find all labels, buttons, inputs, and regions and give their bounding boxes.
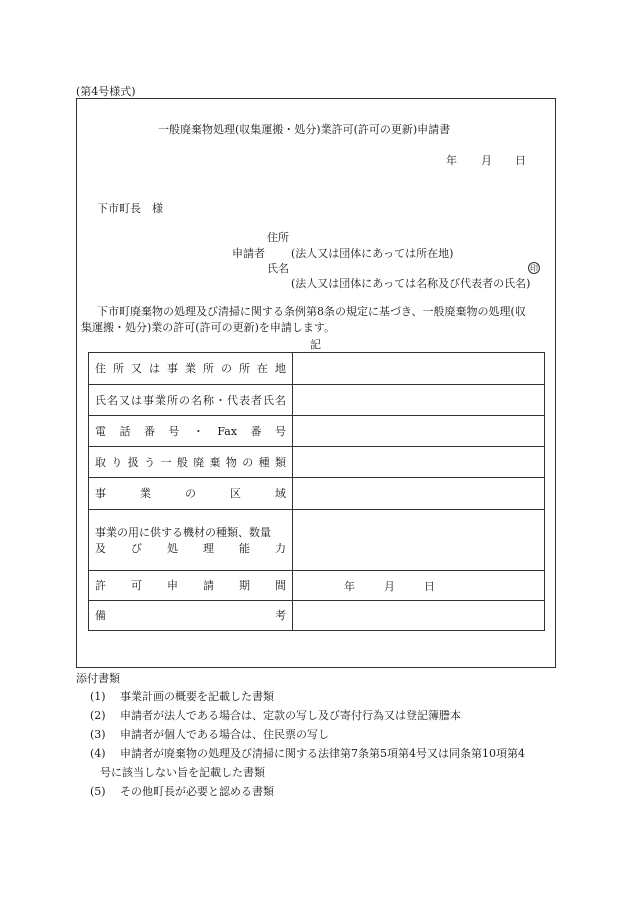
attachment-text-cont: 号に該当しない旨を記載した書類 <box>100 766 265 779</box>
row-label-equipment-line2: 及び処理能力 <box>95 541 286 555</box>
attachment-text: 申請者が廃棄物の処理及び清掃に関する法律第7条第5項第4号又は同条第10項第4 <box>120 747 525 760</box>
applicant-name-label: 氏名 <box>267 262 289 275</box>
table-row <box>89 601 545 631</box>
period-month: 月 <box>384 580 395 593</box>
table-row <box>89 353 545 385</box>
body-text-line1: 下市町廃棄物の処理及び清掃に関する条例第8条の規定に基づき、一般廃棄物の処理(収 <box>97 305 526 318</box>
body-text-line2: 集運搬・処分)業の許可(許可の更新)を申請します。 <box>81 321 335 334</box>
row-label-remarks: 備考 <box>89 601 293 631</box>
attachment-text: 申請者が個人である場合は、住民票の写し <box>120 728 329 741</box>
row-label-permit-period: 許可申請期間 <box>89 571 293 601</box>
application-table <box>88 352 545 631</box>
seal-icon: 印 <box>530 264 538 273</box>
row-value-business-area[interactable] <box>293 478 545 510</box>
table-row <box>89 385 545 416</box>
form-title: 一般廃棄物処理(収集運搬・処分)業許可(許可の更新)申請書 <box>158 123 451 136</box>
table-row <box>89 447 545 478</box>
row-label-address: 住所又は事業所の所在地 <box>89 353 293 385</box>
applicant-address-label: 住所 <box>267 231 289 244</box>
addressee: 下市町長 様 <box>97 202 163 215</box>
row-label-equipment <box>89 510 293 571</box>
attachment-text: 事業計画の概要を記載した書類 <box>120 690 274 703</box>
row-label-phone-fax: 電話番号・Fax番号 <box>89 416 293 447</box>
row-value-phone-fax[interactable] <box>293 416 545 447</box>
row-value-equipment[interactable] <box>293 510 545 571</box>
applicant-address-note: (法人又は団体にあっては所在地) <box>291 247 454 260</box>
applicant-name-note: (法人又は団体にあっては名称及び代表者の氏名) <box>291 277 531 290</box>
attachments-heading: 添付書類 <box>76 672 120 685</box>
form-number: (第4号様式) <box>76 85 136 98</box>
attachment-num: (5) <box>90 785 106 798</box>
row-value-permit-period[interactable] <box>293 571 545 601</box>
period-day: 日 <box>424 580 435 593</box>
ki-label: 記 <box>310 338 321 351</box>
row-label-business-area: 事業の区域 <box>89 478 293 510</box>
row-value-remarks[interactable] <box>293 601 545 631</box>
attachment-num: (1) <box>90 690 106 703</box>
table-row <box>89 571 545 601</box>
row-label-name: 氏名又は事業所の名称・代表者氏名 <box>89 385 293 416</box>
table-row <box>89 416 545 447</box>
row-value-name[interactable] <box>293 385 545 416</box>
period-year: 年 <box>344 580 355 593</box>
date-day[interactable]: 日 <box>515 154 526 167</box>
applicant-role-label: 申請者 <box>232 247 265 260</box>
date-month[interactable]: 月 <box>481 154 492 167</box>
attachment-num: (3) <box>90 728 106 741</box>
row-value-waste-type[interactable] <box>293 447 545 478</box>
table-row <box>89 510 545 571</box>
attachment-text: 申請者が法人である場合は、定款の写し及び寄付行為又は登記簿謄本 <box>120 709 461 722</box>
attachment-num: (4) <box>90 747 106 760</box>
date-year[interactable]: 年 <box>446 154 457 167</box>
row-label-equipment-line1: 事業の用に供する機材の種類、数量 <box>95 525 271 539</box>
table-row <box>89 478 545 510</box>
attachment-text: その他町長が必要と認める書類 <box>120 785 274 798</box>
attachment-num: (2) <box>90 709 106 722</box>
row-value-address[interactable] <box>293 353 545 385</box>
row-label-waste-type: 取り扱う一般廃棄物の種類 <box>89 447 293 478</box>
